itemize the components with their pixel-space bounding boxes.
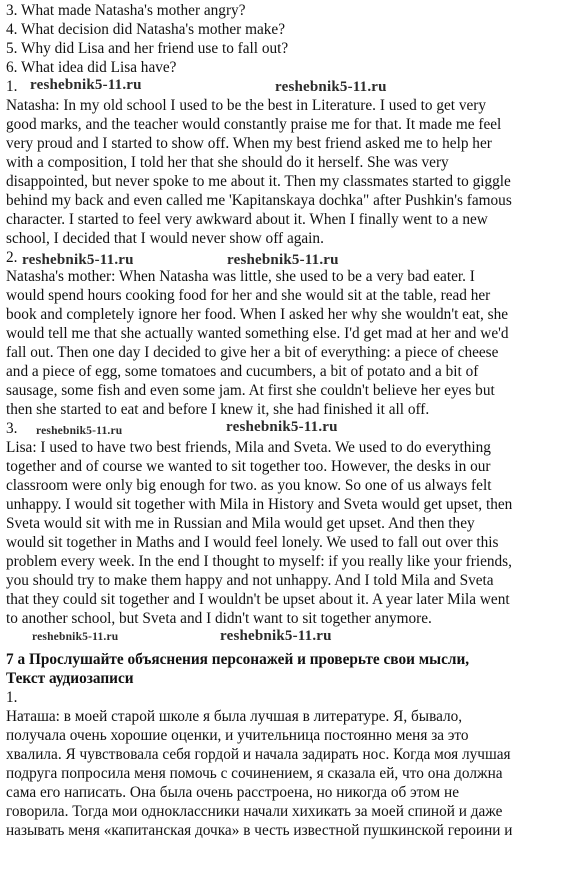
text-line: very proud and I started to show off. When my best friend asked me to help her bbox=[6, 135, 492, 152]
text-line: would sit together in Maths and I would feel lonely. We used to fall out over this bbox=[6, 534, 499, 551]
text-line: school, I decided that I would never show off again. bbox=[6, 230, 324, 247]
section-1-number: 1. bbox=[6, 78, 18, 95]
text-line: with a composition, I told her that she should do it herself. She was very bbox=[6, 154, 449, 171]
text-line: and a piece of egg, some tomatoes and cucumbers, a bit of potato and a bit of bbox=[6, 363, 479, 380]
text-line: disappointed, but never spoke to me about it. Then my classmates started to giggle bbox=[6, 173, 511, 190]
watermark: reshebnik5-11.ru bbox=[220, 628, 332, 644]
text-line: would spend hours cooking food for her and she would sit at the table, read her bbox=[6, 287, 491, 304]
question-3: 3. What made Natasha's mother angry? bbox=[6, 2, 246, 19]
text-line: together and of course we wanted to sit together too. However, the desks in our bbox=[6, 458, 491, 475]
text-line: to another school, but Sveta and I didn't want to sit together anymore. bbox=[6, 610, 432, 627]
text-line: problem every week. In the end I thought to myself: if you really like your friends, bbox=[6, 553, 512, 570]
watermark: reshebnik5-11.ru bbox=[227, 252, 339, 268]
watermark: reshebnik5-11.ru bbox=[36, 425, 123, 437]
text-line: получала очень хорошие оценки, и учительница постоянно меня за это bbox=[6, 727, 469, 744]
section-3-number: 3. bbox=[6, 420, 18, 437]
question-4: 4. What decision did Natasha's mother make? bbox=[6, 21, 286, 38]
question-6: 6. What idea did Lisa have? bbox=[6, 59, 177, 76]
text-line: behind my back and even called me 'Kapitanskaya dochka" after Pushkin's famous bbox=[6, 192, 512, 209]
text-line: unhappy. I would sit together with Mila in History and Sveta would get upset, then bbox=[6, 496, 513, 513]
section-2-number: 2. bbox=[6, 249, 18, 266]
text-line: you should try to make them happy and not unhappy. And I told Mila and Sveta bbox=[6, 572, 494, 589]
text-line: подруга попросила меня помочь с сочинением, я сказала ей, что она должна bbox=[6, 765, 503, 782]
exercise-heading: 7 а Прослушайте объяснения персонажей и проверьте свои мысли, bbox=[6, 651, 470, 668]
text-line: Наташа: в моей старой школе я была лучшая в литературе. Я, бывало, bbox=[6, 708, 463, 725]
exercise-subheading: Текст аудиозаписи bbox=[6, 670, 134, 687]
question-5: 5. Why did Lisa and her friend use to fall out? bbox=[6, 40, 289, 57]
text-line: сама его написать. Она была очень расстроена, но никогда об этом не bbox=[6, 784, 459, 801]
text-line: that they could sit together and I wouldn't be upset about it. A year later Mila went bbox=[6, 591, 510, 608]
text-line: would tell me that she actually wanted something else. I'd get mad at her and we'd bbox=[6, 325, 509, 342]
text-line: называть меня «капитанская дочка» в честь известной пушкинской героини и bbox=[6, 822, 513, 839]
text-line: then she started to eat and before I knew it, she had finished it all off. bbox=[6, 401, 430, 418]
text-line: Natasha: In my old school I used to be the best in Literature. I used to get very bbox=[6, 97, 487, 114]
watermark: reshebnik5-11.ru bbox=[226, 419, 338, 435]
text-line: classroom were only big enough for two. as you know. So one of us always felt bbox=[6, 477, 492, 494]
text-line: хвалила. Я чувствовала себя гордой и начала задирать нос. Когда моя лучшая bbox=[6, 746, 511, 763]
watermark: reshebnik5-11.ru bbox=[30, 77, 142, 93]
exercise-number: 1. bbox=[6, 689, 18, 706]
text-line: fall out. Then one day I decided to give her a bit of everything: a piece of cheese bbox=[6, 344, 499, 361]
text-line: Natasha's mother: When Natasha was little, she used to be a very bad eater. I bbox=[6, 268, 475, 285]
text-line: sausage, some fish and even some jam. At first she couldn't believe her eyes but bbox=[6, 382, 495, 399]
watermark: reshebnik5-11.ru bbox=[32, 631, 119, 643]
text-line: говорила. Тогда мои одноклассники начали хихикать за моей спиной и даже bbox=[6, 803, 503, 820]
text-line: book and completely ignore her food. When I asked her why she wouldn't eat, she bbox=[6, 306, 509, 323]
text-line: Sveta would sit with me in Russian and Mila would get upset. And then they bbox=[6, 515, 475, 532]
text-line: good marks, and the teacher would constantly praise me for that. It made me feel bbox=[6, 116, 502, 133]
text-line: character. I started to feel very awkward about it. When I finally went to a new bbox=[6, 211, 488, 228]
watermark: reshebnik5-11.ru bbox=[275, 79, 387, 95]
watermark: reshebnik5-11.ru bbox=[22, 252, 134, 268]
text-line: Lisa: I used to have two best friends, Mila and Sveta. We used to do everything bbox=[6, 439, 491, 456]
